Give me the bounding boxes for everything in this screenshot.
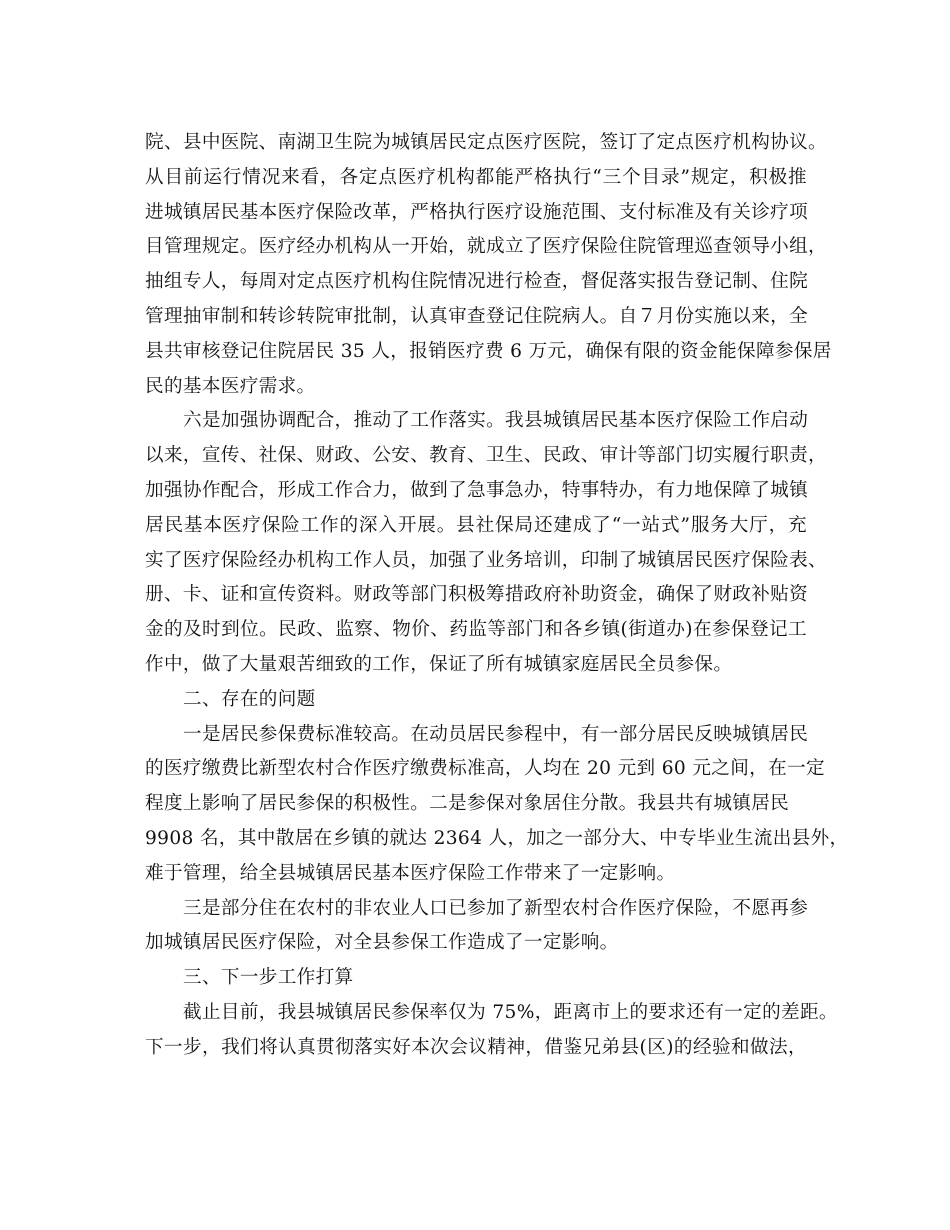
text-line: 难于管理，给全县城镇居民基本医疗保险工作带来了一定影响。 bbox=[145, 862, 676, 884]
section-heading: 三、下一步工作打算 bbox=[183, 967, 354, 989]
text-line: 目管理规定。医疗经办机构从一开始，就成立了医疗保险住院管理巡查领导小组， bbox=[145, 236, 827, 258]
text-line: 金的及时到位。民政、监察、物价、药监等部门和各乡镇(街道办)在参保登记工 bbox=[145, 619, 807, 641]
text-line: 管理抽审制和转诊转院审批制，认真审查登记住院病人。自７月份实施以来，全 bbox=[145, 305, 809, 327]
paragraph-first-line: 三是部分住在农村的非农业人口已参加了新型农村合作医疗保险，不愿再参 bbox=[183, 897, 809, 919]
text-line: 居民基本医疗保险工作的深入开展。县社保局还建成了“一站式”服务大厅，充 bbox=[145, 514, 807, 536]
section-heading: 二、存在的问题 bbox=[183, 688, 316, 710]
paragraph-first-line: 截止目前，我县城镇居民参保率仅为 75%，距离市上的要求还有一定的差距。 bbox=[183, 1001, 838, 1023]
text-line: 加强协作配合，形成工作合力，做到了急事急办，特事特办，有力地保障了城镇 bbox=[145, 479, 809, 501]
text-line: 下一步，我们将认真贯彻落实好本次会议精神，借鉴兄弟县(区)的经验和做法， bbox=[145, 1036, 807, 1058]
text-line: 进城镇居民基本医疗保险改革，严格执行医疗设施范围、支付标准及有关诊疗项 bbox=[145, 201, 809, 223]
text-line: 以来，宣传、社保、财政、公安、教育、卫生、民政、审计等部门切实履行职责， bbox=[145, 445, 827, 467]
text-line: 抽组专人，每周对定点医疗机构住院情况进行检查，督促落实报告登记制、住院 bbox=[145, 271, 809, 293]
text-line: 民的基本医疗需求。 bbox=[145, 375, 316, 397]
text-line: 实了医疗保险经办机构工作人员，加强了业务培训，印制了城镇居民医疗保险表、 bbox=[145, 549, 827, 571]
paragraph-first-line: 一是居民参保费标准较高。在动员居民参程中，有一部分居民反映城镇居民 bbox=[183, 723, 809, 745]
text-line: 册、卡、证和宣传资料。财政等部门积极筹措政府补助资金，确保了财政补贴资 bbox=[145, 584, 809, 606]
text-line: 的医疗缴费比新型农村合作医疗缴费标准高，人均在 20 元到 60 元之间，在一定 bbox=[145, 758, 825, 780]
paragraph-first-line: 六是加强协调配合，推动了工作落实。我县城镇居民基本医疗保险工作启动 bbox=[183, 410, 809, 432]
text-line: 院、县中医院、南湖卫生院为城镇居民定点医疗医院，签订了定点医疗机构协议。 bbox=[145, 132, 827, 153]
text-line: 县共审核登记住院居民 35 人，报销医疗费 6 万元，确保有限的资金能保障参保居 bbox=[145, 340, 832, 362]
text-line: 加城镇居民医疗保险，对全县参保工作造成了一定影响。 bbox=[145, 932, 619, 954]
text-line: 作中，做了大量艰苦细致的工作，保证了所有城镇家庭居民全员参保。 bbox=[145, 653, 733, 675]
text-line: 9908 名，其中散居在乡镇的就达 2364 人，加之一部分大、中专毕业生流出县外， bbox=[145, 827, 849, 849]
document-body bbox=[145, 126, 849, 1066]
text-line: 程度上影响了居民参保的积极性。二是参保对象居住分散。我县共有城镇居民 bbox=[145, 793, 790, 815]
text-line: 从目前运行情况来看，各定点医疗机构都能严格执行“三个目录”规定，积极推 bbox=[145, 166, 807, 188]
